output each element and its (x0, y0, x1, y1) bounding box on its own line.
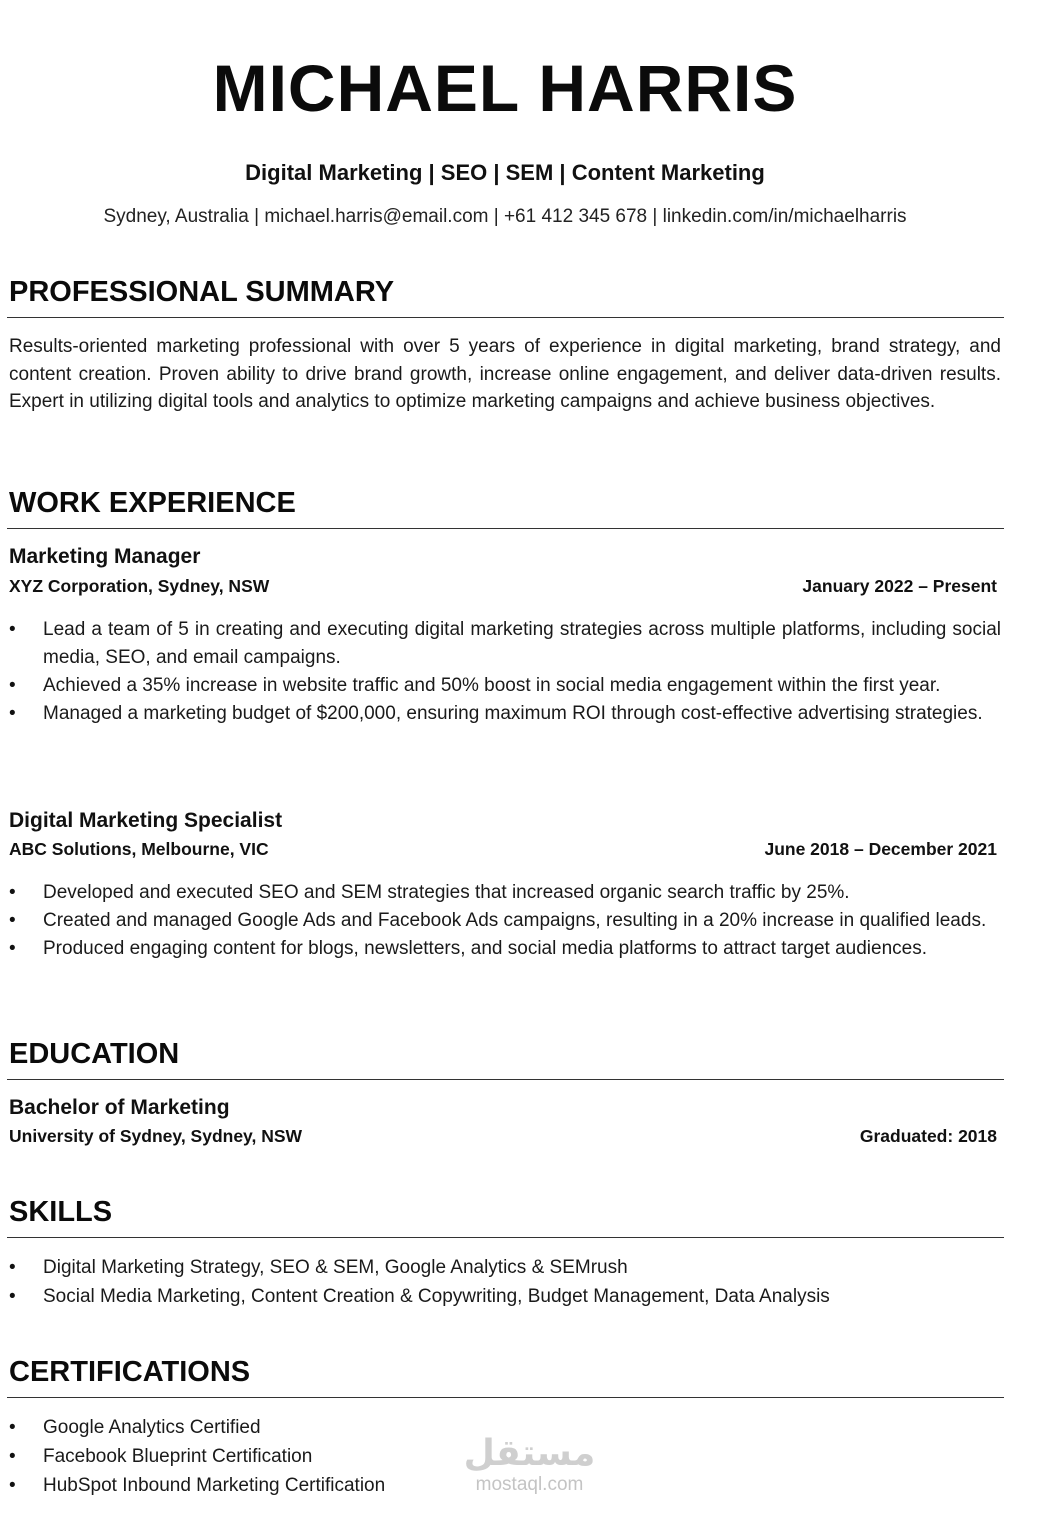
degree-title: Bachelor of Marketing (9, 1096, 230, 1119)
education-divider (7, 1079, 1004, 1080)
job-title: Digital Marketing Specialist (9, 809, 283, 832)
education-heading: EDUCATION (9, 1038, 180, 1070)
list-item: • Created and managed Google Ads and Facebook Ads campaigns, resulting in a 20% increase in qualified leads. (9, 907, 1001, 935)
job-title: Marketing Manager (9, 545, 201, 568)
list-item: • Managed a marketing budget of $200,000, ensuring maximum ROI through cost-effective advertising strategies. (9, 700, 1001, 728)
list-item: • Achieved a 35% increase in website traffic and 50% boost in social media engagement within the first year. (9, 672, 1001, 700)
list-item: • Google Analytics Certified (9, 1413, 1001, 1442)
candidate-name: MICHAEL HARRIS (212, 51, 798, 125)
tagline: Digital Marketing | SEO | SEM | Content Marketing (245, 160, 765, 185)
job-bullets (9, 879, 1001, 963)
job-org-line (9, 839, 997, 860)
certifications-divider (7, 1397, 1004, 1398)
skills-divider (7, 1237, 1004, 1238)
education-org-line (9, 1126, 997, 1147)
watermark-latin: mostaql.com (475, 1474, 584, 1495)
summary-heading: PROFESSIONAL SUMMARY (9, 276, 395, 308)
job-organization: ABC Solutions, Melbourne, VIC (9, 839, 269, 859)
graduation-date: Graduated: 2018 (859, 1126, 997, 1146)
list-item: • Developed and executed SEO and SEM strategies that increased organic search traffic by 25%. (9, 879, 1001, 907)
job-dates: January 2022 – Present (802, 576, 997, 596)
experience-divider (7, 528, 1004, 529)
list-item: • Facebook Blueprint Certification (9, 1442, 1001, 1471)
job-dates: June 2018 – December 2021 (764, 839, 997, 859)
experience-heading: WORK EXPERIENCE (9, 487, 296, 519)
list-item: • Produced engaging content for blogs, newsletters, and social media platforms to attract target audiences. (9, 935, 1001, 963)
list-item: • Social Media Marketing, Content Creation & Copywriting, Budget Management, Data Analysis (9, 1282, 1001, 1311)
certifications-heading: CERTIFICATIONS (9, 1356, 251, 1388)
school-name: University of Sydney, Sydney, NSW (9, 1126, 303, 1146)
list-item: • HubSpot Inbound Marketing Certification (9, 1471, 1001, 1500)
summary-text: Results-oriented marketing professional with over 5 years of experience in digital marketing, brand strategy, and content creation. Proven ability to drive brand growth, increase online engagement, and deliver data-driven results. Expert in utilizing digital tools and analytics to optimize marketing campaigns and achieve business objectives. (9, 336, 1001, 412)
watermark-arabic: مستقل (463, 1433, 596, 1474)
summary-divider (7, 317, 1004, 318)
job-org-line (9, 576, 997, 597)
list-item: • Lead a team of 5 in creating and executing digital marketing strategies across multiple platforms, including social media, SEO, and email campaigns. (9, 616, 1001, 672)
list-item: • Digital Marketing Strategy, SEO & SEM, Google Analytics & SEMrush (9, 1253, 1001, 1282)
job-organization: XYZ Corporation, Sydney, NSW (9, 576, 270, 596)
skills-list (9, 1253, 1001, 1311)
mostaql-watermark (462, 1434, 597, 1504)
contact-line: Sydney, Australia | michael.harris@email.com | +61 412 345 678 | linkedin.com/in/michaelharris (103, 206, 907, 227)
skills-heading: SKILLS (9, 1196, 113, 1228)
job-bullets (9, 616, 1001, 728)
